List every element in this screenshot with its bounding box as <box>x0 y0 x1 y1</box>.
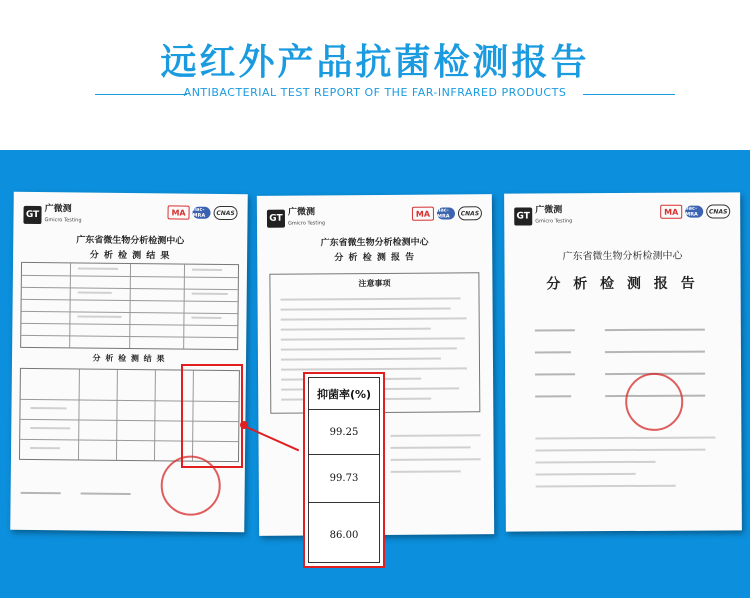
callout-table <box>308 377 380 563</box>
logo-text <box>44 204 81 225</box>
gt-logo-icon: GT <box>267 209 285 227</box>
cnas-badge-icon: CNAS <box>213 206 237 220</box>
logo-text <box>535 205 572 226</box>
page-title: 远红外产品抗菌检测报告 <box>160 42 590 83</box>
logo-sub: Gmicro Testing <box>535 218 573 225</box>
gt-logo-icon: GT <box>23 205 41 223</box>
page-header <box>0 0 750 150</box>
antibacterial-rate-callout <box>303 372 385 568</box>
report-page-results <box>10 192 248 532</box>
report-heading: 广东省微生物分析检测中心 <box>320 237 429 249</box>
accreditation-badges <box>412 206 482 220</box>
logo-name: 广微测 <box>44 204 72 215</box>
page-subtitle: ANTIBACTERIAL TEST REPORT OF THE FAR-INFRARED PRODUCTS <box>183 86 567 99</box>
accreditation-badges <box>167 205 237 220</box>
report-heading: 广东省微生物分析检测中心 <box>562 250 683 263</box>
subtitle-row <box>0 86 750 104</box>
report-logo <box>514 205 572 226</box>
report-heading: 广东省微生物分析检测中心 <box>76 235 185 247</box>
report-subheading: 分 析 检 测 报 告 <box>546 275 699 293</box>
ma-badge-icon: MA <box>660 205 682 219</box>
ilac-badge-icon: ilac-MRA <box>193 207 211 219</box>
logo-name: 广微测 <box>287 207 315 218</box>
gt-logo-icon: GT <box>514 207 532 225</box>
ma-badge-icon: MA <box>412 207 434 221</box>
callout-value: 86.00 <box>329 529 359 541</box>
sample-info-table <box>20 262 239 350</box>
report-subheading: 分 析 检 测 结 果 <box>89 250 171 262</box>
results-highlight-box <box>181 364 243 468</box>
report-page-cover <box>504 192 742 531</box>
results-heading: 分 析 检 测 结 果 <box>92 353 166 364</box>
report-logo <box>23 204 81 226</box>
accreditation-badges <box>660 204 730 218</box>
logo-text <box>288 207 325 228</box>
logo-sub: Gmicro Testing <box>44 217 82 224</box>
callout-value: 99.25 <box>309 411 379 455</box>
callout-header: 抑菌率(%) <box>309 378 379 410</box>
report-logo <box>267 207 325 228</box>
callout-value: 99.73 <box>309 455 379 503</box>
logo-name: 广微测 <box>535 205 563 216</box>
ilac-badge-icon: ilac-MRA <box>685 206 703 218</box>
cnas-badge-icon: CNAS <box>706 204 730 218</box>
notice-heading: 注意事项 <box>358 278 391 289</box>
subtitle-divider-right <box>583 94 675 95</box>
ma-badge-icon: MA <box>167 205 189 219</box>
red-seal-stamp <box>625 373 683 431</box>
logo-sub: Gmicro Testing <box>287 220 326 227</box>
report-subheading: 分 析 检 测 报 告 <box>334 252 416 264</box>
cnas-badge-icon: CNAS <box>458 206 482 220</box>
ilac-badge-icon: ilac-MRA <box>437 207 455 219</box>
